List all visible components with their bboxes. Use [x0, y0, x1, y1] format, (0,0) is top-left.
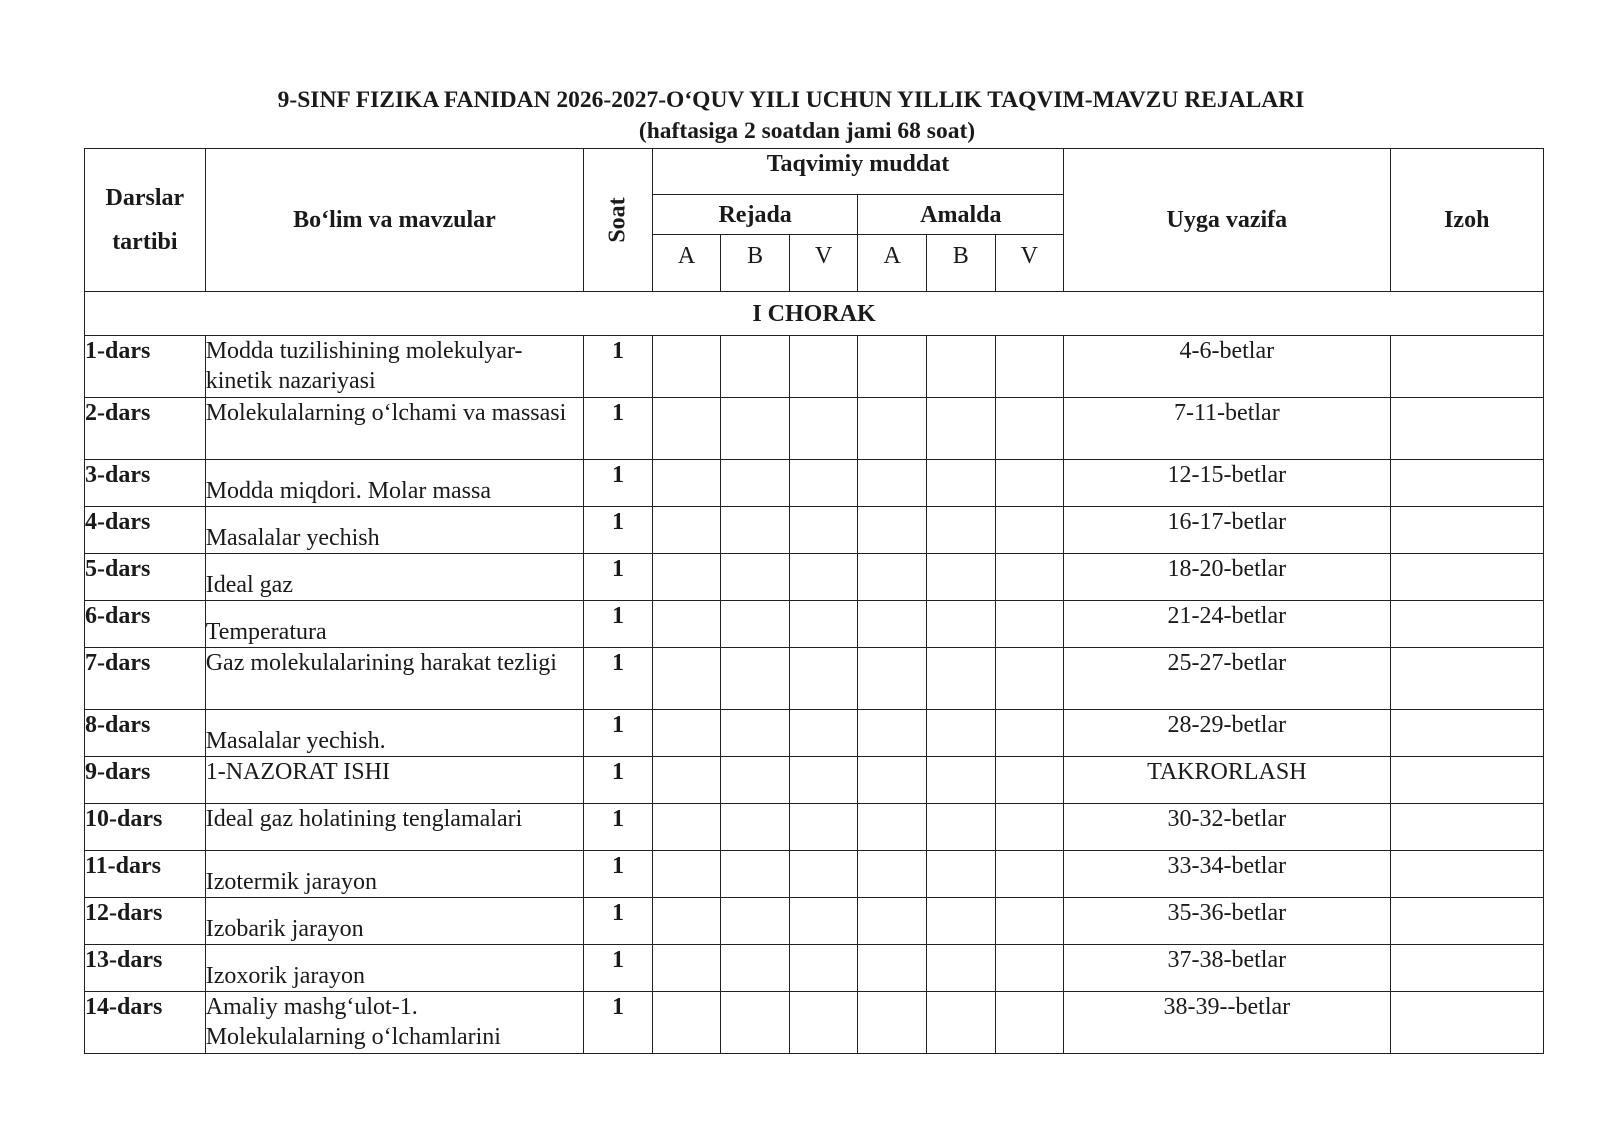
lesson-topic: Molekulalarning o‘lchami va massasi — [205, 398, 584, 460]
actual-a-cell — [858, 507, 927, 554]
planned-b-cell — [721, 710, 790, 757]
lesson-hours: 1 — [584, 507, 653, 554]
table-row — [85, 804, 1544, 851]
planned-v-cell — [789, 898, 858, 945]
actual-b-cell — [927, 648, 996, 710]
table-row — [85, 898, 1544, 945]
table-row — [85, 460, 1544, 507]
actual-a-cell — [858, 648, 927, 710]
note-cell — [1390, 554, 1544, 601]
actual-v-cell — [995, 945, 1064, 992]
header-actual-b: B — [927, 235, 996, 292]
lesson-homework: 7-11-betlar — [1064, 398, 1390, 460]
lesson-topic: Izoxorik jarayon — [205, 945, 584, 992]
table-row — [85, 851, 1544, 898]
header-lesson-order — [85, 149, 206, 292]
lesson-hours: 1 — [584, 648, 653, 710]
document-subtitle: (haftasiga 2 soatdan jami 68 soat) — [638, 118, 976, 144]
planned-v-cell — [789, 601, 858, 648]
planned-a-cell — [652, 507, 721, 554]
lesson-topic: Masalalar yechish — [205, 507, 584, 554]
actual-v-cell — [995, 601, 1064, 648]
planned-v-cell — [789, 710, 858, 757]
header-actual-a: A — [858, 235, 927, 292]
header-planned-v: V — [789, 235, 858, 292]
actual-v-cell — [995, 507, 1064, 554]
lesson-number: 14-dars — [85, 992, 206, 1054]
header-actual-v: V — [995, 235, 1064, 292]
table-row — [85, 757, 1544, 804]
lesson-homework: 18-20-betlar — [1064, 554, 1390, 601]
lesson-homework: 21-24-betlar — [1064, 601, 1390, 648]
lesson-number: 13-dars — [85, 945, 206, 992]
table-row — [85, 710, 1544, 757]
actual-a-cell — [858, 804, 927, 851]
actual-v-cell — [995, 898, 1064, 945]
actual-a-cell — [858, 460, 927, 507]
planned-v-cell — [789, 507, 858, 554]
planned-v-cell — [789, 851, 858, 898]
actual-b-cell — [927, 554, 996, 601]
actual-a-cell — [858, 945, 927, 992]
lesson-number: 5-dars — [85, 554, 206, 601]
actual-a-cell — [858, 710, 927, 757]
planned-b-cell — [721, 507, 790, 554]
lesson-homework: 30-32-betlar — [1064, 804, 1390, 851]
planned-a-cell — [652, 601, 721, 648]
planned-a-cell — [652, 398, 721, 460]
planned-v-cell — [789, 945, 858, 992]
planned-a-cell — [652, 992, 721, 1054]
lesson-hours: 1 — [584, 601, 653, 648]
planned-a-cell — [652, 554, 721, 601]
planned-b-cell — [721, 992, 790, 1054]
lesson-homework: 33-34-betlar — [1064, 851, 1390, 898]
lesson-homework: 4-6-betlar — [1064, 336, 1390, 398]
actual-a-cell — [858, 554, 927, 601]
actual-v-cell — [995, 757, 1064, 804]
lesson-number: 10-dars — [85, 804, 206, 851]
header-actual: Amalda — [858, 195, 1064, 235]
header-note: Izoh — [1390, 149, 1544, 292]
lesson-topic: Izotermik jarayon — [205, 851, 584, 898]
lesson-topic: Modda miqdori. Molar massa — [205, 460, 584, 507]
actual-b-cell — [927, 945, 996, 992]
table-row — [85, 398, 1544, 460]
planned-a-cell — [652, 945, 721, 992]
lesson-number: 6-dars — [85, 601, 206, 648]
lesson-hours: 1 — [584, 851, 653, 898]
note-cell — [1390, 851, 1544, 898]
table-row — [85, 648, 1544, 710]
planned-v-cell — [789, 804, 858, 851]
planned-b-cell — [721, 898, 790, 945]
planned-b-cell — [721, 601, 790, 648]
actual-b-cell — [927, 851, 996, 898]
note-cell — [1390, 601, 1544, 648]
planned-b-cell — [721, 804, 790, 851]
planned-v-cell — [789, 398, 858, 460]
lesson-homework: 37-38-betlar — [1064, 945, 1390, 992]
plan-table — [84, 148, 1544, 1054]
planned-a-cell — [652, 710, 721, 757]
note-cell — [1390, 460, 1544, 507]
lesson-number: 2-dars — [85, 398, 206, 460]
actual-a-cell — [858, 398, 927, 460]
header-lesson-order-line2: tartibi — [112, 229, 178, 255]
lesson-hours: 1 — [584, 336, 653, 398]
document-title: 9-SINF FIZIKA FANIDAN 2026-2027-O‘QUV YILI UCHUN YILLIK TAQVIM-MAVZU REJALARI — [277, 87, 1305, 113]
header-hours — [584, 149, 653, 292]
header-topics: Bo‘lim va mavzular — [205, 149, 584, 292]
lesson-number: 8-dars — [85, 710, 206, 757]
note-cell — [1390, 398, 1544, 460]
lesson-topic: Temperatura — [205, 601, 584, 648]
lesson-topic: Masalalar yechish. — [205, 710, 584, 757]
lesson-topic: 1-NAZORAT ISHI — [205, 757, 584, 804]
actual-b-cell — [927, 601, 996, 648]
table-row — [85, 554, 1544, 601]
header-planned-a: A — [652, 235, 721, 292]
actual-v-cell — [995, 648, 1064, 710]
lesson-number: 7-dars — [85, 648, 206, 710]
planned-b-cell — [721, 851, 790, 898]
actual-b-cell — [927, 507, 996, 554]
note-cell — [1390, 336, 1544, 398]
note-cell — [1390, 898, 1544, 945]
lesson-number: 9-dars — [85, 757, 206, 804]
planned-b-cell — [721, 398, 790, 460]
lesson-number: 3-dars — [85, 460, 206, 507]
actual-b-cell — [927, 898, 996, 945]
lesson-homework: 35-36-betlar — [1064, 898, 1390, 945]
table-row — [85, 336, 1544, 398]
lesson-hours: 1 — [584, 460, 653, 507]
note-cell — [1390, 648, 1544, 710]
actual-v-cell — [995, 992, 1064, 1054]
planned-v-cell — [789, 992, 858, 1054]
lesson-hours: 1 — [584, 710, 653, 757]
table-row — [85, 945, 1544, 992]
actual-a-cell — [858, 757, 927, 804]
planned-v-cell — [789, 648, 858, 710]
planned-v-cell — [789, 554, 858, 601]
lesson-number: 4-dars — [85, 507, 206, 554]
actual-b-cell — [927, 398, 996, 460]
lesson-homework: TAKRORLASH — [1064, 757, 1390, 804]
planned-b-cell — [721, 554, 790, 601]
header-homework: Uyga vazifa — [1064, 149, 1390, 292]
note-cell — [1390, 804, 1544, 851]
planned-a-cell — [652, 336, 721, 398]
actual-v-cell — [995, 460, 1064, 507]
note-cell — [1390, 992, 1544, 1054]
planned-b-cell — [721, 648, 790, 710]
lesson-number: 12-dars — [85, 898, 206, 945]
actual-a-cell — [858, 992, 927, 1054]
planned-v-cell — [789, 757, 858, 804]
lesson-topic: Amaliy mashg‘ulot-1. Molekulalarning o‘lchamlarini — [205, 992, 584, 1054]
planned-a-cell — [652, 648, 721, 710]
lesson-hours: 1 — [584, 945, 653, 992]
lesson-homework: 16-17-betlar — [1064, 507, 1390, 554]
planned-a-cell — [652, 804, 721, 851]
planned-a-cell — [652, 851, 721, 898]
actual-v-cell — [995, 710, 1064, 757]
planned-a-cell — [652, 460, 721, 507]
actual-b-cell — [927, 710, 996, 757]
lesson-homework: 25-27-betlar — [1064, 648, 1390, 710]
quarter-heading: I CHORAK — [85, 292, 1544, 336]
planned-b-cell — [721, 336, 790, 398]
planned-b-cell — [721, 945, 790, 992]
actual-v-cell — [995, 851, 1064, 898]
header-lesson-order-line1: Darslar — [105, 185, 185, 211]
planned-b-cell — [721, 757, 790, 804]
table-row — [85, 992, 1544, 1054]
header-planned-b: B — [721, 235, 790, 292]
actual-v-cell — [995, 804, 1064, 851]
planned-b-cell — [721, 460, 790, 507]
planned-a-cell — [652, 757, 721, 804]
lesson-topic: Ideal gaz holatining tenglamalari — [205, 804, 584, 851]
lesson-hours: 1 — [584, 992, 653, 1054]
lesson-homework: 28-29-betlar — [1064, 710, 1390, 757]
actual-v-cell — [995, 336, 1064, 398]
lesson-hours: 1 — [584, 898, 653, 945]
actual-a-cell — [858, 336, 927, 398]
planned-a-cell — [652, 898, 721, 945]
actual-b-cell — [927, 757, 996, 804]
actual-a-cell — [858, 898, 927, 945]
header-planned: Rejada — [652, 195, 858, 235]
lesson-homework: 12-15-betlar — [1064, 460, 1390, 507]
lesson-hours: 1 — [584, 398, 653, 460]
actual-b-cell — [927, 804, 996, 851]
actual-b-cell — [927, 460, 996, 507]
note-cell — [1390, 710, 1544, 757]
table-row — [85, 601, 1544, 648]
lesson-number: 1-dars — [85, 336, 206, 398]
table-row — [85, 507, 1544, 554]
note-cell — [1390, 757, 1544, 804]
note-cell — [1390, 507, 1544, 554]
lesson-topic: Ideal gaz — [205, 554, 584, 601]
lesson-number: 11-dars — [85, 851, 206, 898]
actual-a-cell — [858, 601, 927, 648]
actual-v-cell — [995, 554, 1064, 601]
lesson-topic: Modda tuzilishining molekulyar-kinetik nazariyasi — [205, 336, 584, 398]
actual-b-cell — [927, 992, 996, 1054]
actual-b-cell — [927, 336, 996, 398]
lesson-homework: 38-39--betlar — [1064, 992, 1390, 1054]
note-cell — [1390, 945, 1544, 992]
lesson-topic: Gaz molekulalarining harakat tezligi — [205, 648, 584, 710]
planned-v-cell — [789, 336, 858, 398]
lesson-topic: Izobarik jarayon — [205, 898, 584, 945]
lesson-hours: 1 — [584, 804, 653, 851]
header-calendar: Taqvimiy muddat — [652, 149, 1063, 195]
planned-v-cell — [789, 460, 858, 507]
actual-v-cell — [995, 398, 1064, 460]
header-hours-label: Soat — [605, 197, 632, 243]
lesson-hours: 1 — [584, 757, 653, 804]
lesson-hours: 1 — [584, 554, 653, 601]
actual-a-cell — [858, 851, 927, 898]
